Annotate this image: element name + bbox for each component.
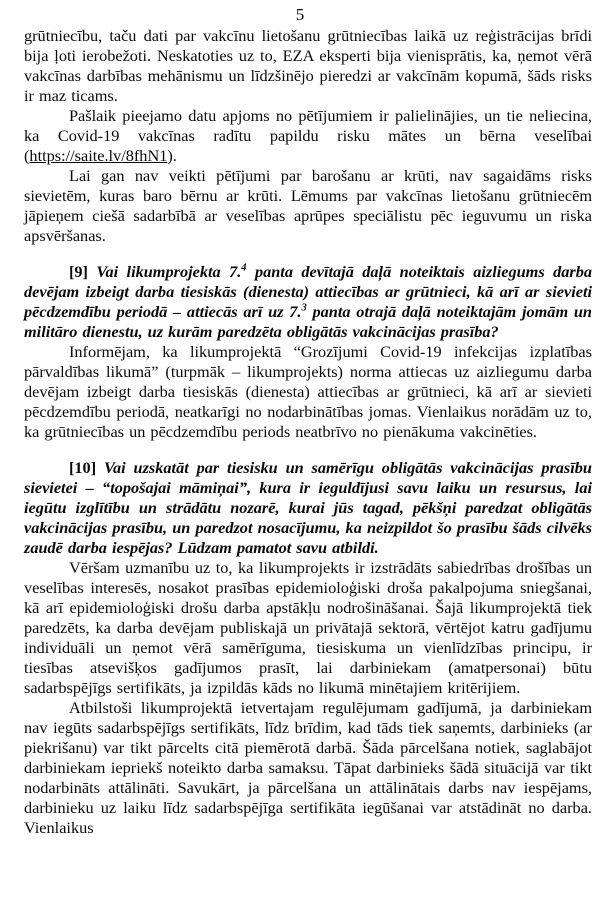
- question-9-text-1: Vai likumprojekta 7.: [87, 262, 242, 281]
- paragraph-study-data-text: Pašlaik pieejamo datu apjoms no pētījumiem ir palielinājies, un tie neliecina, ka Covid-19 vakcīnas radītu papildu risku mātes un bērna veselībai (: [24, 106, 592, 165]
- paragraph-answer-9: Informējam, ka likumprojektā “Grozījumi Covid-19 infekcijas izplatības pārvaldības likumā” (turpmāk – likumprojekts) norma attiecas uz aizliegumu darba devējam izbeigt darba tiesiskās (dienesta) attiecības ar grūtnieci, kā arī ar sievieti pēcdzemdību periodā, neatkarīgi no nodarbinātības jomas. Vienlaikus norādām uz to, ka grūtniecības un pēcdzemdību periods neatbrīvo no pienākuma vakcinēties.: [24, 342, 592, 441]
- question-10-number: [10]: [69, 458, 97, 477]
- paragraph-breastfeeding: Lai gan nav veikti pētījumi par barošanu ar krūti, nav sagaidāms risks sievietēm, kuras baro bērnu ar krūti. Lēmums par vakcīnas lietošanu grūtniecēm jāpieņem ciešā sadarbībā ar veselības aprūpes speciālistu pēc ieguvumu un riska apsvēršanas.: [24, 166, 592, 245]
- question-9-text-2: panta devītajā daļā noteiktais aizliegums darba devējam izbeigt darba tiesiskās (dienesta) attiecības ar grūtnieci, kā arī ar sievieti pēcdzemdību periodā – attiecās arī uz 7.: [24, 262, 592, 321]
- paragraph-answer-10-part-2: Atbilstoši likumprojektā ietvertajam regulējumam gadījumā, ja darbiniekam nav iegūts sadarbspējīgs sertifikāts, līdz brīdim, kad tāds tiek saņemts, darbinieks (ar piekrišanu) var tikt pārcelts citā piemērotā darbā. Šāda pārcelšana notiek, saglabājot darbiniekam iepriekš noteikto darba samaksu. Tāpat darbinieks šādā situācijā var tikt nodarbināts attālināti. Savukārt, ja pārcelšana un attālinātais darbs nav iespējams, darbinieku uz laiku līdz sadarbspējīga sertifikāta iegūšanai var atstādināt no darba. Vienlaikus: [24, 698, 592, 837]
- paragraph-study-data-closing: ).: [167, 146, 177, 165]
- page-number: 5: [295, 5, 305, 24]
- question-10: [24, 458, 592, 558]
- saite-lv-link[interactable]: https://saite.lv/8fhN1: [29, 146, 168, 165]
- question-10-text: Vai uzskatāt par tiesisku un samērīgu obligātās vakcinācijas prasību sievietei – “topošajai māmiņai”, kura ir ieguldījusi savu laiku un resursus, lai iegūtu izglītību un strādātu nozarē, kurai jūs tagad, pēkšņi paredzat obligātās vakcinācijas prasību, un paredzot nosacījumu, ka neizpildot šo prasību šāds cilvēks zaudē darba iespējas? Lūdzam pamatot savu atbildi.: [24, 458, 592, 557]
- paragraph-study-data: [24, 106, 592, 166]
- paragraph-vaccine-registration-data: grūtniecību, taču dati par vakcīnu lietošanu grūtniecības laikā uz reģistrācijas brīdi bija ļoti ierobežoti. Neskatoties uz to, EZA eksperti bija vienisprātis, ka, ņemot vērā vakcīnas darbības mehānismu un līdzšinējo pieredzi ar vakcīnām kopumā, šāds risks ir maz ticams.: [24, 26, 592, 105]
- paragraph-answer-10-part-1: Vēršam uzmanību uz to, ka likumprojekts ir izstrādāts sabiedrības drošības un veselības interesēs, nosakot prasības epidemioloģiski droša pakalpojuma sniegšanai, kā arī epidemioloģiski drošu darba apstākļu nodrošināšanai. Šajā likumprojektā tiek paredzēts, ka darba devējam publiskajā un privātajā sektorā, vērtējot katru gadījumu individuāli un ņemot vērā samērīguma, tiesiskuma un vienlīdzības principu, ir tiesības atsevišķos gadījumos prasīt, lai darbiniekam (amatpersonai) būtu sadarbspējīgs sertifikāts, ja izpildās kāds no likumā minētajiem kritērijiem.: [24, 558, 592, 697]
- question-9-text-3: panta otrajā daļā noteiktajām jomām un militāro dienestu, uz kurām paredzēta obligātās vakcinācijas prasība?: [24, 302, 592, 341]
- question-9: [24, 262, 592, 342]
- question-9-superscript-1: 4: [241, 262, 247, 274]
- question-9-superscript-2: 3: [301, 302, 307, 314]
- question-9-number: [9]: [69, 262, 88, 281]
